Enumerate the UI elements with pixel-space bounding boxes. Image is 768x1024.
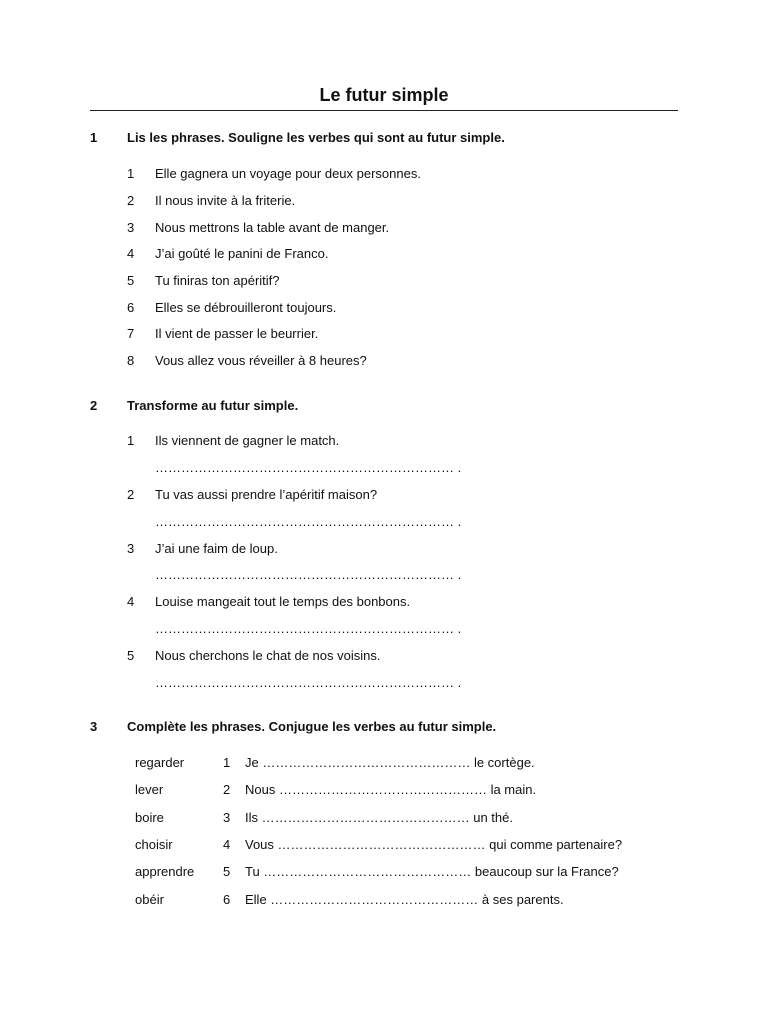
- list-item: [127, 192, 687, 210]
- item-number: 3: [127, 220, 135, 235]
- sentence: J’ai goûté le panini de Franco.: [155, 246, 329, 261]
- exercise-instruction: Transforme au futur simple.: [127, 398, 299, 413]
- infinitive-verb: boire: [135, 810, 164, 825]
- list-item: [135, 836, 695, 854]
- exercise-number: 3: [90, 719, 98, 734]
- item-number: 3: [127, 541, 135, 556]
- infinitive-verb: obéir: [135, 892, 164, 907]
- sentence[interactable]: Nous ………………………………………… la main.: [245, 782, 537, 797]
- answer-line[interactable]: …………………………………………………………… .: [155, 675, 462, 690]
- list-item: [135, 863, 695, 881]
- sentence[interactable]: Vous ………………………………………… qui comme partenaire?: [245, 837, 623, 852]
- list-item: [127, 219, 687, 237]
- item-number: 3: [223, 810, 231, 825]
- sentence: Nous cherchons le chat de nos voisins.: [155, 648, 381, 663]
- list-item: [127, 486, 687, 504]
- answer-line[interactable]: …………………………………………………………… .: [155, 460, 462, 475]
- answer-line[interactable]: …………………………………………………………… .: [155, 621, 462, 636]
- answer-line[interactable]: …………………………………………………………… .: [155, 514, 462, 529]
- page-title: Le futur simple: [90, 84, 678, 111]
- list-item: [127, 299, 687, 317]
- item-number: 7: [127, 326, 135, 341]
- sentence: Il nous invite à la friterie.: [155, 193, 296, 208]
- list-item: [135, 809, 695, 827]
- item-number: 4: [127, 594, 135, 609]
- infinitive-verb: regarder: [135, 755, 185, 770]
- sentence: Tu finiras ton apéritif?: [155, 273, 280, 288]
- list-item: [127, 325, 687, 343]
- infinitive-verb: apprendre: [135, 864, 195, 879]
- list-item: [127, 647, 687, 665]
- list-item: [127, 245, 687, 263]
- item-number: 5: [127, 273, 135, 288]
- sentence: J’ai une faim de loup.: [155, 541, 278, 556]
- item-number: 1: [127, 166, 135, 181]
- list-item: [127, 165, 687, 183]
- item-number: 5: [127, 648, 135, 663]
- infinitive-verb: lever: [135, 782, 164, 797]
- answer-line[interactable]: …………………………………………………………… .: [155, 567, 462, 582]
- sentence[interactable]: Je ………………………………………… le cortège.: [245, 755, 535, 770]
- item-number: 8: [127, 353, 135, 368]
- list-item: [127, 272, 687, 290]
- item-number: 2: [223, 782, 231, 797]
- sentence[interactable]: Tu ………………………………………… beaucoup sur la France?: [245, 864, 619, 879]
- item-number: 6: [223, 892, 231, 907]
- item-number: 2: [127, 193, 135, 208]
- exercise-number: 1: [90, 130, 98, 145]
- list-item: [127, 432, 687, 450]
- sentence[interactable]: Elle ………………………………………… à ses parents.: [245, 892, 564, 907]
- list-item: [127, 593, 687, 611]
- item-number: 4: [223, 837, 231, 852]
- list-item: [127, 540, 687, 558]
- sentence: Elle gagnera un voyage pour deux personnes.: [155, 166, 421, 181]
- item-number: 1: [127, 433, 135, 448]
- infinitive-verb: choisir: [135, 837, 173, 852]
- exercise-instruction: Complète les phrases. Conjugue les verbes au futur simple.: [127, 719, 497, 734]
- item-number: 1: [223, 755, 231, 770]
- sentence[interactable]: Ils ………………………………………… un thé.: [245, 810, 513, 825]
- list-item: [135, 754, 695, 772]
- item-number: 5: [223, 864, 231, 879]
- list-item: [135, 781, 695, 799]
- item-number: 4: [127, 246, 135, 261]
- exercise-number: 2: [90, 398, 98, 413]
- item-number: 2: [127, 487, 135, 502]
- list-item: [135, 891, 695, 909]
- exercise-instruction: Lis les phrases. Souligne les verbes qui sont au futur simple.: [127, 130, 505, 145]
- list-item: [127, 352, 687, 370]
- sentence: Vous allez vous réveiller à 8 heures?: [155, 353, 367, 368]
- sentence: Elles se débrouilleront toujours.: [155, 300, 337, 315]
- sentence: Ils viennent de gagner le match.: [155, 433, 340, 448]
- sentence: Nous mettrons la table avant de manger.: [155, 220, 390, 235]
- sentence: Tu vas aussi prendre l’apéritif maison?: [155, 487, 378, 502]
- item-number: 6: [127, 300, 135, 315]
- sentence: Louise mangeait tout le temps des bonbons.: [155, 594, 411, 609]
- sentence: Il vient de passer le beurrier.: [155, 326, 319, 341]
